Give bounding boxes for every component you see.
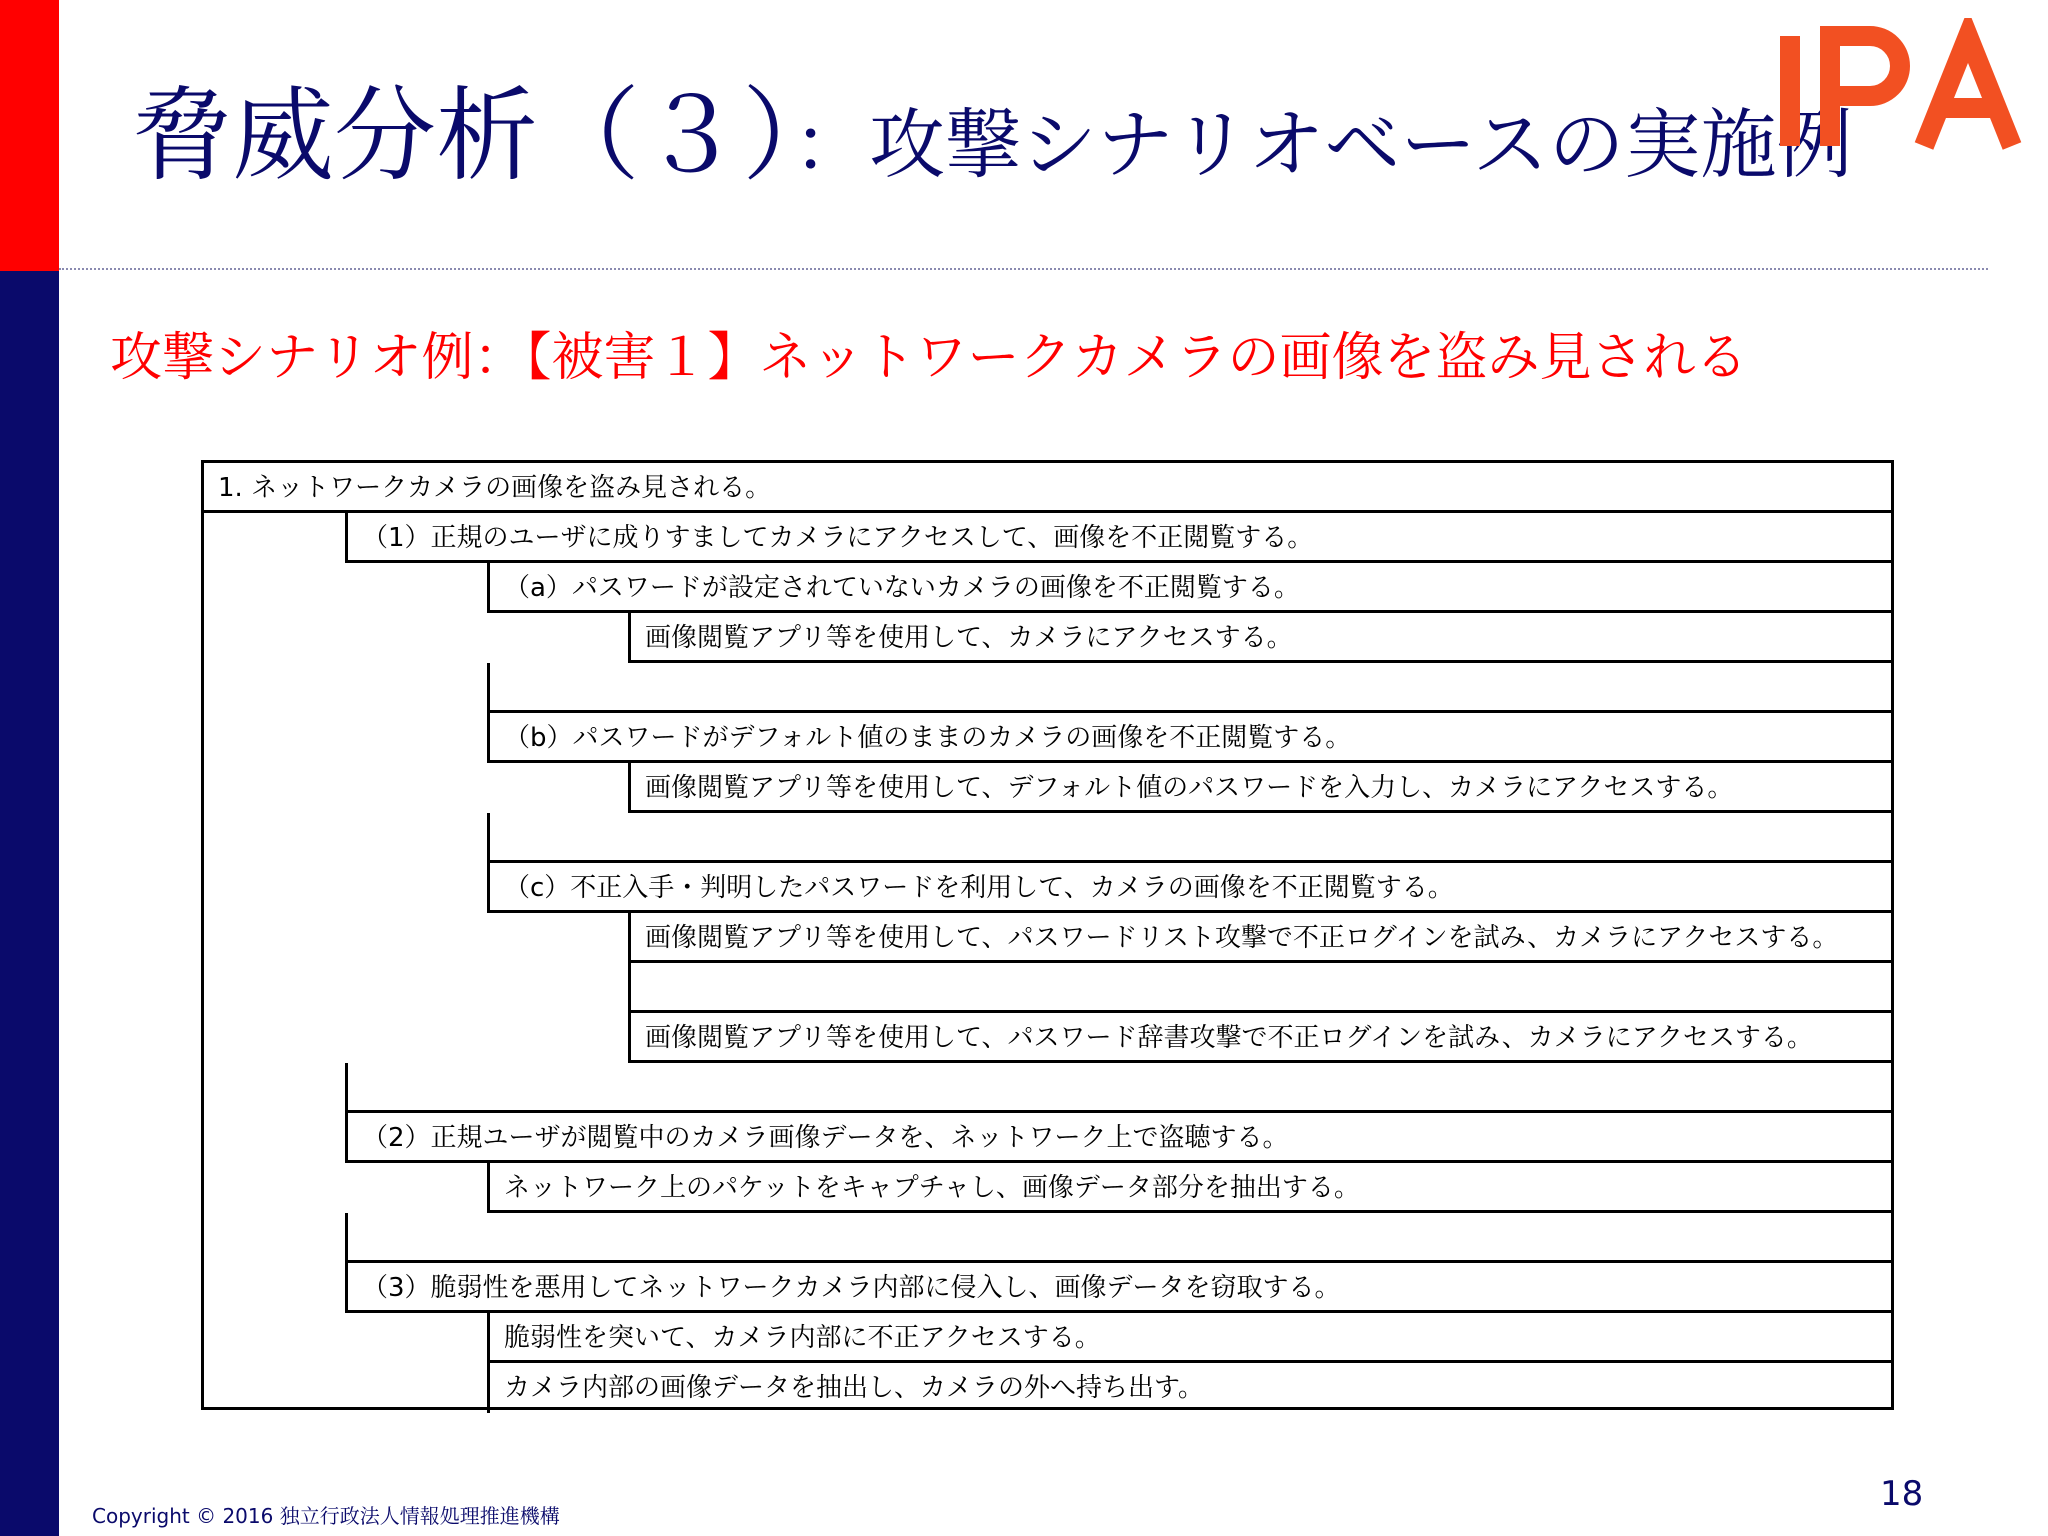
tree-node: 画像閲覧アプリ等を使用して、パスワード辞書攻撃で不正ログインを試み、カメラにアクセスする。 [628,1013,1891,1063]
tree-spacer-row [345,1063,1891,1113]
tree-node: （a）パスワードが設定されていないカメラの画像を不正閲覧する。 [487,563,1891,613]
accent-bar-red [0,0,59,271]
accent-bar-navy [0,271,59,1536]
tree-node: （c）不正入手・判明したパスワードを利用して、カメラの画像を不正閲覧する。 [487,863,1891,913]
tree-spacer-row [345,1213,1891,1263]
tree-node: （3）脆弱性を悪用してネットワークカメラ内部に侵入し、画像データを窃取する。 [345,1263,1891,1313]
tree-node: （b）パスワードがデフォルト値のままのカメラの画像を不正閲覧する。 [487,713,1891,763]
scenario-heading: 攻撃シナリオ例：【被害１】ネットワークカメラの画像を盗み見される [110,328,1748,388]
tree-spacer-row [487,663,1891,713]
tree-node: （2）正規ユーザが閲覧中のカメラ画像データを、ネットワーク上で盗聴する。 [345,1113,1891,1163]
attack-tree [201,460,1894,1410]
slide-title-sub: ：攻撃シナリオベースの実施例 [793,100,1853,189]
ipa-logo [1778,18,2030,158]
tree-node: 画像閲覧アプリ等を使用して、デフォルト値のパスワードを入力し、カメラにアクセスする。 [628,763,1891,813]
page-number: 18 [1880,1474,1924,1514]
tree-node: 画像閲覧アプリ等を使用して、カメラにアクセスする。 [628,613,1891,663]
tree-spacer-row [487,813,1891,863]
tree-node: 脆弱性を突いて、カメラ内部に不正アクセスする。 [487,1313,1891,1363]
tree-node: 画像閲覧アプリ等を使用して、パスワードリスト攻撃で不正ログインを試み、カメラにアクセスする。 [628,913,1891,963]
tree-node: ネットワーク上のパケットをキャプチャし、画像データ部分を抽出する。 [487,1163,1891,1213]
slide-title-main: 脅威分析（３） [130,77,793,196]
tree-node: （1）正規のユーザに成りすましてカメラにアクセスして、画像を不正閲覧する。 [345,513,1891,563]
copyright-notice: Copyright © 2016 独立行政法人情報処理推進機構 [92,1504,560,1528]
tree-node: 1. ネットワークカメラの画像を盗み見される。 [204,463,1891,513]
logo-letter-a [1924,36,2012,146]
tree-node: カメラ内部の画像データを抽出し、カメラの外へ持ち出す。 [487,1363,1891,1413]
slide-title [130,72,1852,202]
title-divider [59,268,1988,270]
logo-letter-p [1830,36,1900,146]
tree-spacer-row [628,963,1891,1013]
